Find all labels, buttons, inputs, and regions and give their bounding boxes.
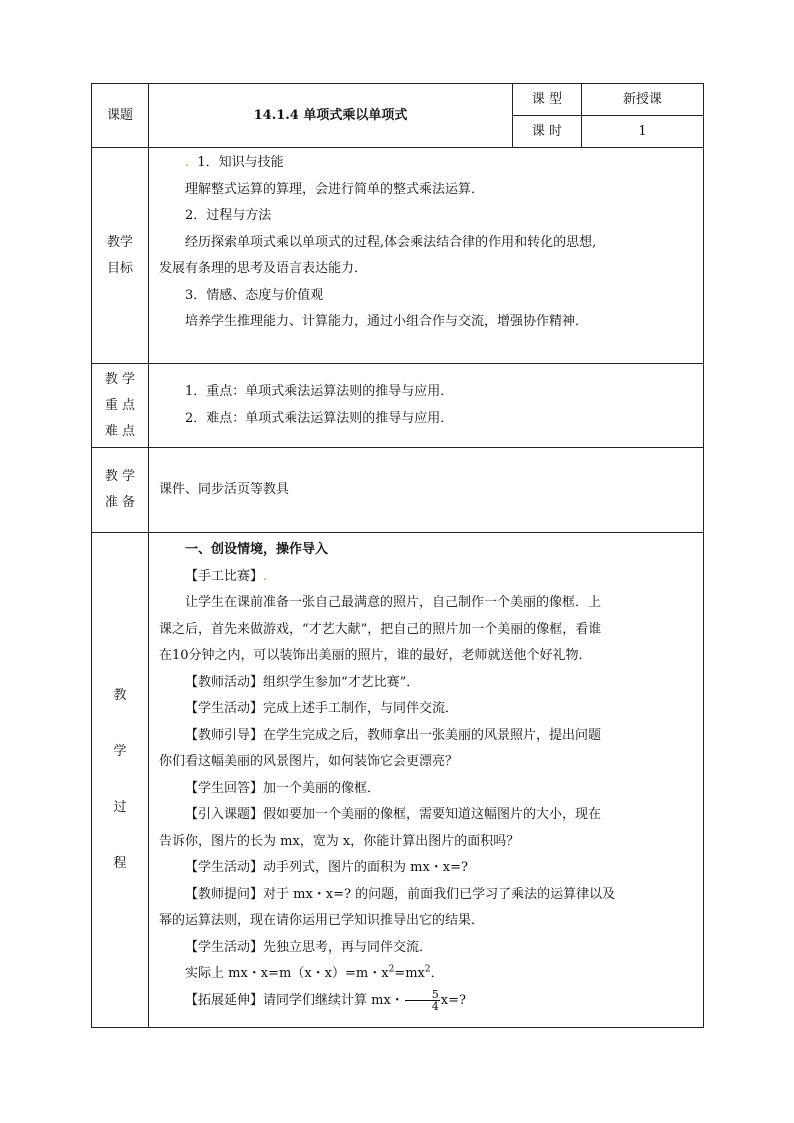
formula-line: 实际上 mx・x=m（x・x）=m・$x^2=mx^2$．	[185, 964, 444, 981]
process-line: 课之后，首先来做游戏，“才艺大献”，把自己的照片加一个美丽的像框，看谁	[159, 621, 602, 637]
hours-value: 1	[582, 116, 704, 148]
process-line: 【教师活动】组织学生参加“才艺比赛”．	[185, 674, 420, 690]
extension-line: 【拓展延伸】请同学们继续计算 mx・ $\frac{5}{4}$ x=?	[185, 987, 466, 1013]
prep-content	[149, 448, 704, 533]
process-line: 【学生活动】先独立思考，再与同伴交流．	[185, 939, 433, 955]
goals-line: 发展有条理的思考及语言表达能力．	[159, 261, 368, 276]
prep-text: 课件、同步活页等教具	[159, 481, 290, 497]
type-value: 新授课	[582, 84, 704, 116]
process-line: 幂的运算法则，现在请你运用已学知识推导出它的结果．	[159, 913, 485, 928]
process-line: 【学生活动】完成上述手工制作，与同伴交流．	[185, 701, 459, 716]
keypoint-line: 2．难点：单项式乘法运算法则的推导与应用．	[185, 410, 454, 426]
goals-line: 3．情感、态度与价值观	[185, 287, 324, 303]
hours-label: 课 时	[513, 116, 582, 148]
goals-line: 经历探索单项式乘以单项式的过程,体会乘法结合律的作用和转化的思想,	[185, 234, 597, 250]
type-label: 课 型	[513, 84, 582, 116]
process-line: 告诉你，图片的长为 mx，宽为 x，你能计算出图片的面积吗？	[159, 833, 520, 849]
topic-title: 14.1.4 单项式乘以单项式	[149, 84, 513, 148]
keypoints-label: 教 学 重 点 难 点	[92, 364, 149, 448]
goals-content	[149, 148, 704, 364]
goals-line: 培养学生推理能力、计算能力，通过小组合作与交流，增强协作精神．	[185, 314, 589, 329]
process-line: 【学生活动】动手列式，图片的面积为 mx・x=?	[185, 860, 468, 875]
fraction: $\frac{5}{4}$	[405, 989, 440, 1012]
lesson-plan-table	[91, 83, 704, 1028]
goals-line: 2．过程与方法	[185, 208, 272, 223]
process-line: 让学生在课前准备一张自己最满意的照片，自己制作一个美丽的像框．上	[185, 595, 602, 610]
process-line: 【教师引导】在学生完成之后，教师拿出一张美丽的风景照片，提出问题	[185, 727, 602, 743]
contest-tag: 【手工比赛】.	[185, 568, 268, 584]
goals-label: 教学 目标	[92, 148, 149, 364]
process-heading: 一、创设情境，操作导入	[185, 542, 329, 557]
process-line: 【引入课题】假如要加一个美丽的像框，需要知道这幅图片的大小，现在	[185, 807, 602, 822]
process-label: 教 学 过 程	[92, 533, 149, 1028]
process-line: 你们看这幅美丽的风景图片，如何装饰它会更漂亮？	[159, 754, 459, 769]
process-line: 【学生回答】加一个美丽的像框．	[185, 780, 381, 796]
keypoint-line: 1．重点：单项式乘法运算法则的推导与应用．	[185, 384, 454, 399]
process-line: 在10分钟之内，可以装饰出美丽的照片，谁的最好，老师就送他个好礼物．	[159, 648, 592, 663]
process-line: 【教师提问】对于 mx・x=? 的问题，前面我们已学习了乘法的运算律以及	[185, 886, 616, 902]
keypoints-content	[149, 364, 704, 448]
topic-label: 课题	[92, 84, 149, 148]
goals-line: 理解整式运算的算理，会进行简单的整式乘法运算．	[185, 181, 485, 197]
process-content	[149, 533, 704, 1028]
prep-label: 教 学 准 备	[92, 448, 149, 533]
goals-line: . 1．知识与技能	[185, 155, 284, 170]
